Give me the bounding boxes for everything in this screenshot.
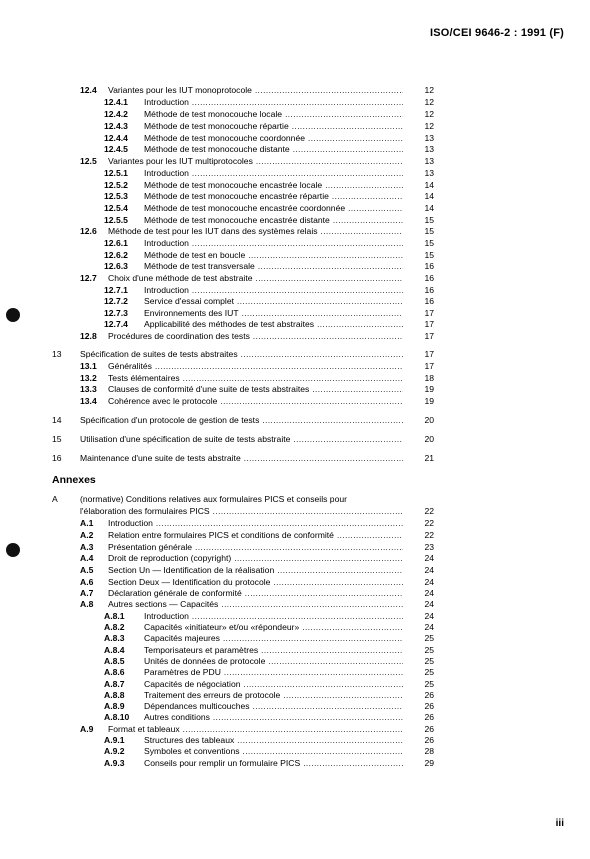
toc-entry-title: Généralités <box>108 361 152 371</box>
toc-entry-title: Spécification de suites de tests abstraites <box>80 349 238 359</box>
toc-entry[interactable] <box>0 564 590 576</box>
toc-entry[interactable] <box>0 155 590 167</box>
toc-entry-number: A.6 <box>80 577 94 587</box>
toc-entry-page: 19 <box>424 384 434 394</box>
toc-entry[interactable] <box>0 493 590 505</box>
toc-entry-number: A.3 <box>80 542 94 552</box>
toc-entry-number: 12.7.4 <box>104 319 128 329</box>
toc-entry-page: 12 <box>424 97 434 107</box>
toc-entry-title: l'élaboration des formulaires PICS <box>80 506 210 516</box>
toc-entry-number: A.8.2 <box>104 622 125 632</box>
toc-entry-title: Procédures de coordination des tests <box>108 331 250 341</box>
toc-entry[interactable] <box>0 632 590 644</box>
toc-entry-number: 12.7 <box>80 273 97 283</box>
toc-entry-title: Méthode de test monocouche répartie <box>144 121 289 131</box>
toc-entry[interactable] <box>0 84 590 96</box>
toc-entry-title: Paramètres de PDU <box>144 667 221 677</box>
toc-entry[interactable] <box>0 143 590 155</box>
toc-entry-number: 13.4 <box>80 396 97 406</box>
toc-entry-title: Méthode de test monocouche encastrée distante <box>144 215 330 225</box>
toc-entry[interactable] <box>0 529 590 541</box>
toc-entry-title: Temporisateurs et paramètres <box>144 645 259 655</box>
toc-entry-number: A.1 <box>80 518 94 528</box>
toc-entry[interactable] <box>0 383 590 395</box>
toc-entry-page: 22 <box>424 530 434 540</box>
toc-entry-number: 12.5.2 <box>104 180 128 190</box>
toc-entry-page: 21 <box>424 453 434 463</box>
toc-entry-number: A.9.1 <box>104 735 125 745</box>
toc-entry[interactable] <box>0 711 590 723</box>
toc-entry[interactable] <box>0 318 590 330</box>
toc-entry-page: 20 <box>424 415 434 425</box>
toc-entry-title: Unités de données de protocole <box>144 656 266 666</box>
toc-entry-number: A.9 <box>80 724 94 734</box>
toc-entry[interactable] <box>0 552 590 564</box>
toc-entry-title: Cohérence avec le protocole <box>108 396 218 406</box>
toc-entry-number: 12.6.3 <box>104 261 128 271</box>
toc-entry-page: 24 <box>424 622 434 632</box>
dot-leader <box>244 453 403 465</box>
toc-entry-page: 13 <box>424 133 434 143</box>
toc-entry-title: Section Un — Identification de la réalisation <box>108 565 275 575</box>
toc-entry[interactable] <box>0 108 590 120</box>
toc-entry-number: 13 <box>52 349 62 359</box>
dot-leader <box>293 434 403 446</box>
toc-entry[interactable] <box>0 120 590 132</box>
toc-entry-title: Variantes pour les IUT multiprotocoles <box>108 156 253 166</box>
toc-entry-page: 23 <box>424 542 434 552</box>
toc-entry-number: A.8.4 <box>104 645 125 655</box>
toc-entry-title: Conseils pour remplir un formulaire PICS <box>144 758 301 768</box>
toc-entry[interactable] <box>0 360 590 372</box>
toc-entry-page: 14 <box>424 203 434 213</box>
toc-entry[interactable] <box>0 414 590 426</box>
toc-entry-title: Variantes pour les IUT monoprotocole <box>108 85 252 95</box>
toc-entry-title: Spécification d'un protocole de gestion de tests <box>80 415 260 425</box>
toc-entry-page: 13 <box>424 156 434 166</box>
toc-entry-number: 12.5.4 <box>104 203 128 213</box>
toc-entry[interactable] <box>0 505 590 517</box>
toc-entry-number: 12.4.3 <box>104 121 128 131</box>
toc-entry-number: 12.5.1 <box>104 168 128 178</box>
toc-entry-title: Introduction <box>144 285 189 295</box>
toc-entry-title: Relation entre formulaires PICS et conditions de conformité <box>108 530 334 540</box>
toc-entry-page: 22 <box>424 518 434 528</box>
toc-entry-title: Autres sections — Capacités <box>108 599 219 609</box>
toc-entry-number: A.8.3 <box>104 633 125 643</box>
toc-entry-page: 15 <box>424 238 434 248</box>
toc-entry-title: Méthode de test monocouche encastrée coordonnée <box>144 203 346 213</box>
toc-entry-title: Introduction <box>108 518 153 528</box>
toc-entry-title: Méthode de test monocouche encastrée locale <box>144 180 323 190</box>
toc-entry[interactable] <box>0 295 590 307</box>
toc-entry-title: Section Deux — Identification du protocole <box>108 577 271 587</box>
toc-entry[interactable] <box>0 745 590 757</box>
toc-entry-title: Présentation générale <box>108 542 193 552</box>
toc-entry-page: 18 <box>424 373 434 383</box>
page-number: iii <box>555 818 564 829</box>
toc-entry-title: Maintenance d'une suite de tests abstraite <box>80 453 241 463</box>
toc-entry-number: 12.4.5 <box>104 144 128 154</box>
toc-entry[interactable] <box>0 330 590 342</box>
toc-entry[interactable] <box>0 452 590 464</box>
toc-entry-page: 26 <box>424 735 434 745</box>
toc-entry-page: 19 <box>424 396 434 406</box>
toc-entry-title: Méthode de test monocouche encastrée répartie <box>144 191 329 201</box>
toc-entry-number: 12.7.1 <box>104 285 128 295</box>
toc-entry-page: 24 <box>424 588 434 598</box>
toc-entry-number: 12.7.3 <box>104 308 128 318</box>
toc-entry[interactable] <box>0 666 590 678</box>
toc-entry-page: 15 <box>424 215 434 225</box>
toc-entry-page: 24 <box>424 553 434 563</box>
toc-entry-number: 12.5.5 <box>104 215 128 225</box>
toc-entry-title: Introduction <box>144 168 189 178</box>
toc-entry-number: 12.7.2 <box>104 296 128 306</box>
toc-entry-page: 26 <box>424 724 434 734</box>
toc-entry-title: Structures des tableaux <box>144 735 235 745</box>
toc-entry[interactable] <box>0 167 590 179</box>
toc-entry-page: 25 <box>424 645 434 655</box>
toc-entry-title: Méthode de test monocouche locale <box>144 109 283 119</box>
toc-entry-page: 17 <box>424 331 434 341</box>
toc-entry-page: 12 <box>424 121 434 131</box>
toc-entry-page: 24 <box>424 599 434 609</box>
toc-entry-title: Environnements des IUT <box>144 308 239 318</box>
document-header: ISO/CEI 9646-2 : 1991 (F) <box>430 27 564 39</box>
toc-entry-page: 29 <box>424 758 434 768</box>
dot-leader <box>220 396 403 408</box>
toc-entry-title: Méthode de test pour les IUT dans des systèmes relais <box>108 226 318 236</box>
toc-entry-number: A.4 <box>80 553 94 563</box>
toc-entry-number: 12.6 <box>80 226 97 236</box>
toc-entry-title: Méthode de test transversale <box>144 261 255 271</box>
toc-entry-number: A.9.3 <box>104 758 125 768</box>
toc-entry-number: 12.4.2 <box>104 109 128 119</box>
toc-entry[interactable] <box>0 348 590 360</box>
toc-entry[interactable] <box>0 260 590 272</box>
toc-entry-page: 15 <box>424 250 434 260</box>
toc-entry-number: A.8.8 <box>104 690 125 700</box>
toc-entry-page: 17 <box>424 349 434 359</box>
toc-entry[interactable] <box>0 598 590 610</box>
toc-entry-title: Droit de reproduction (copyright) <box>108 553 232 563</box>
toc-entry[interactable] <box>0 96 590 108</box>
toc-entry-title: Méthode de test monocouche distante <box>144 144 290 154</box>
toc-entry-title: Format et tableaux <box>108 724 180 734</box>
toc-entry-page: 14 <box>424 191 434 201</box>
toc-entry-title: Méthode de test en boucle <box>144 250 246 260</box>
toc-entry[interactable] <box>0 225 590 237</box>
toc-entry-page: 24 <box>424 565 434 575</box>
toc-entry-page: 25 <box>424 679 434 689</box>
toc-entry-page: 13 <box>424 144 434 154</box>
toc-entry-title: Autres conditions <box>144 712 210 722</box>
toc-entry-number: 12.6.2 <box>104 250 128 260</box>
annexes-heading: Annexes <box>52 474 96 486</box>
toc-entry-page: 16 <box>424 273 434 283</box>
toc-entry-title: Symboles et conventions <box>144 746 240 756</box>
toc-entry-number: 12.8 <box>80 331 97 341</box>
toc-entry-title: Capacités «initiateur» et/ou «répondeur» <box>144 622 300 632</box>
toc-entry-page: 26 <box>424 690 434 700</box>
toc-entry-page: 22 <box>424 506 434 516</box>
toc-entry-number: A.8.6 <box>104 667 125 677</box>
dot-leader <box>303 758 403 770</box>
toc-entry-number: 12.4 <box>80 85 97 95</box>
toc-entry-page: 24 <box>424 611 434 621</box>
toc-entry-title: Introduction <box>144 238 189 248</box>
toc-entry-page: 17 <box>424 361 434 371</box>
toc-entry-title: Introduction <box>144 611 189 621</box>
toc-entry-page: 26 <box>424 712 434 722</box>
toc-entry-number: 13.1 <box>80 361 97 371</box>
toc-entry-number: 12.5 <box>80 156 97 166</box>
toc-entry[interactable] <box>0 395 590 407</box>
toc-entry-number: 16 <box>52 453 62 463</box>
toc-entry-title: Dépendances multicouches <box>144 701 250 711</box>
toc-entry-number: A <box>52 494 58 504</box>
toc-entry[interactable] <box>0 517 590 529</box>
toc-entry-page: 16 <box>424 285 434 295</box>
toc-entry-number: A.2 <box>80 530 94 540</box>
toc-entry-page: 20 <box>424 434 434 444</box>
toc-entry-number: A.8.1 <box>104 611 125 621</box>
toc-entry-number: A.8 <box>80 599 94 609</box>
toc-entry-number: 15 <box>52 434 62 444</box>
toc-entry-number: A.8.10 <box>104 712 130 722</box>
toc-entry-number: 14 <box>52 415 62 425</box>
toc-entry-number: 12.6.1 <box>104 238 128 248</box>
toc-entry-number: 12.5.3 <box>104 191 128 201</box>
toc-entry-page: 24 <box>424 577 434 587</box>
dot-leader <box>262 415 403 427</box>
toc-entry-page: 17 <box>424 308 434 318</box>
toc-entry-number: 13.2 <box>80 373 97 383</box>
toc-entry-page: 25 <box>424 633 434 643</box>
toc-entry-title: Méthode de test monocouche coordonnée <box>144 133 306 143</box>
toc-entry-title: Utilisation d'une spécification de suite de tests abstraite <box>80 434 291 444</box>
toc-entry-number: A.8.5 <box>104 656 125 666</box>
toc-entry-page: 25 <box>424 667 434 677</box>
toc-entry-page: 26 <box>424 701 434 711</box>
toc-entry-page: 16 <box>424 261 434 271</box>
toc-entry-title: Capacités majeures <box>144 633 220 643</box>
toc-entry-title: Introduction <box>144 97 189 107</box>
toc-entry-number: 13.3 <box>80 384 97 394</box>
toc-entry-title: Capacités de négociation <box>144 679 241 689</box>
toc-entry-title: Déclaration générale de conformité <box>108 588 242 598</box>
toc-entry-number: 12.4.1 <box>104 97 128 107</box>
toc-entry-page: 17 <box>424 319 434 329</box>
toc-entry-number: A.8.9 <box>104 701 125 711</box>
toc-entry-title: Choix d'une méthode de test abstraite <box>108 273 253 283</box>
toc-entry[interactable] <box>0 272 590 284</box>
toc-entry-title: (normative) Conditions relatives aux formulaires PICS et conseils pour <box>80 494 347 504</box>
toc-entry[interactable] <box>0 757 590 769</box>
toc-entry[interactable] <box>0 190 590 202</box>
toc-entry-number: 12.4.4 <box>104 133 128 143</box>
toc-entry[interactable] <box>0 433 590 445</box>
toc-entry-page: 25 <box>424 656 434 666</box>
toc-entry-number: A.7 <box>80 588 94 598</box>
toc-entry-page: 28 <box>424 746 434 756</box>
dot-leader <box>253 331 403 343</box>
toc-entry-page: 12 <box>424 85 434 95</box>
toc-entry-page: 15 <box>424 226 434 236</box>
toc-entry-title: Clauses de conformité d'une suite de tests abstraites <box>108 384 310 394</box>
toc-entry-page: 13 <box>424 168 434 178</box>
toc-entry-page: 14 <box>424 180 434 190</box>
toc-entry-title: Applicabilité des méthodes de test abstraites <box>144 319 315 329</box>
toc-entry-page: 16 <box>424 296 434 306</box>
toc-entry[interactable] <box>0 237 590 249</box>
toc-entry-title: Tests élémentaires <box>108 373 180 383</box>
toc-entry-number: A.8.7 <box>104 679 125 689</box>
toc-entry-title: Traitement des erreurs de protocole <box>144 690 281 700</box>
toc-entry[interactable] <box>0 202 590 214</box>
toc-entry-number: A.9.2 <box>104 746 125 756</box>
toc-entry-number: A.5 <box>80 565 94 575</box>
toc-entry-title: Service d'essai complet <box>144 296 235 306</box>
toc-entry-page: 12 <box>424 109 434 119</box>
